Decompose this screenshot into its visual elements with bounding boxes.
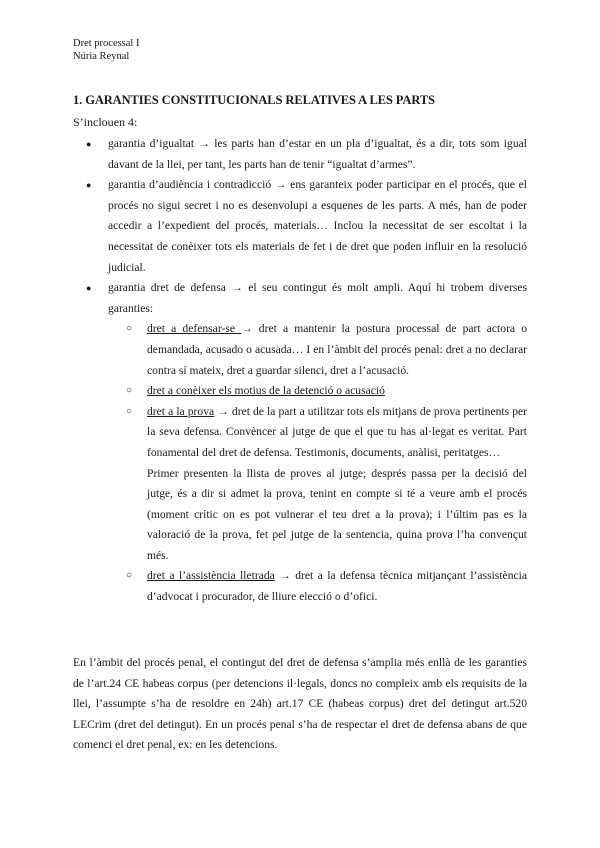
bullet-icon: ● [86,180,92,191]
sub-list-item [73,566,527,607]
sub-list-item [73,402,527,464]
intro-text: S’inclouen 4: [73,115,138,129]
course-name: Dret processal I [73,38,140,49]
circle-bullet-icon: ○ [126,323,133,335]
circle-bullet-icon: ○ [126,570,133,582]
list-item-text: garantia d’audiència i contradicció → ens garanteix poder participar en el procés, que el procés no sigui secret i no es desenvolupi a esquenes de les parts. A més, han de poder accedir a l’expedient del procés, materials… Inclou la necessitat de ser escoltat i la necessitat de conèixer tots els materials de fet i de dret que poden influir en la resolució judicial. [108,178,527,274]
bullet-icon: ● [86,283,92,294]
list-item-text: garantia d’igualtat → les parts han d’estar en un pla d’igualtat, és a dir, tots som igual davant de la llei, per tant, les parts han de tenir “igualtat d’armes”. [108,137,527,171]
sub-item-term: dret a defensar-se [147,322,242,336]
guarantees-list [73,134,527,608]
closing-paragraph: En l’àmbit del procés penal, el contingut del dret de defensa s’amplia més enllà de les garanties de l’art.24 CE habeas corpus (per detencions il·legals, doncs no compleix amb els requisits de la llei, l’assumpte s’ha de resoldre en 24h) art.17 CE (habeas corpus) dret del detingut art.520 LECrim (dret del detingut). En un procés penal s’ha de respectar el dret de defensa abans de que comenci el dret penal, ex: en les detencions. [73,656,527,752]
bullet-icon: ● [86,139,92,149]
list-item [73,278,527,319]
sub-item-text: → dret a la defensa tècnica mitjançant l’assistència d’advocat i procurador, de lliure elecció o d’ofici. [147,569,527,604]
author-name: Núria Reynal [73,51,130,62]
sub-item-term: dret a conèixer els motius de la detenció o acusació [147,384,385,398]
sub-item-continuation: Primer presenten la llista de proves al jutge; després passa per la decisió del jutge, és a dir si admet la prova, tenint en compte si té a veure amb el procés (moment crític on es pot vulnerar el teu dret a la prova); i l’últim pas es la valoració de la prova, fet pel jutge de la sentencia, quina prova l’ha convençut més. [147,466,527,562]
circle-bullet-icon: ○ [126,385,133,397]
circle-bullet-icon: ○ [126,405,133,417]
list-item [73,134,527,175]
section-heading: 1. GARANTIES CONSTITUCIONALS RELATIVES A LES PARTS [73,93,435,107]
list-item-text: garantia dret de defensa → el seu contingut és molt ampli. Aquí hi trobem diverses garanties: [108,281,527,315]
sub-item-term: dret a la prova [147,404,215,418]
page-header [73,37,139,63]
sub-item-text: → dret de la part a utilitzar tots els mitjans de prova pertinents per la seva defensa. Convèncer al jutge de que el que tu has al·legat es veritat. Part fonamental del dret de defensa. Testimonis, documents, anàlisi, peritatges… [147,404,528,459]
sub-list-item [73,381,527,402]
sub-item-term: dret a l’assistència lletrada [147,569,275,583]
sub-list-item [73,319,527,381]
sub-item-text: → dret a mantenir la postura processal de part actora o demandada, acusado o acusada… I en l’àmbit del procés penal: dret a no declarar contra sí mateix, dret a guardar silenci, dret a l’acusació. [147,322,527,377]
list-item [73,175,527,278]
